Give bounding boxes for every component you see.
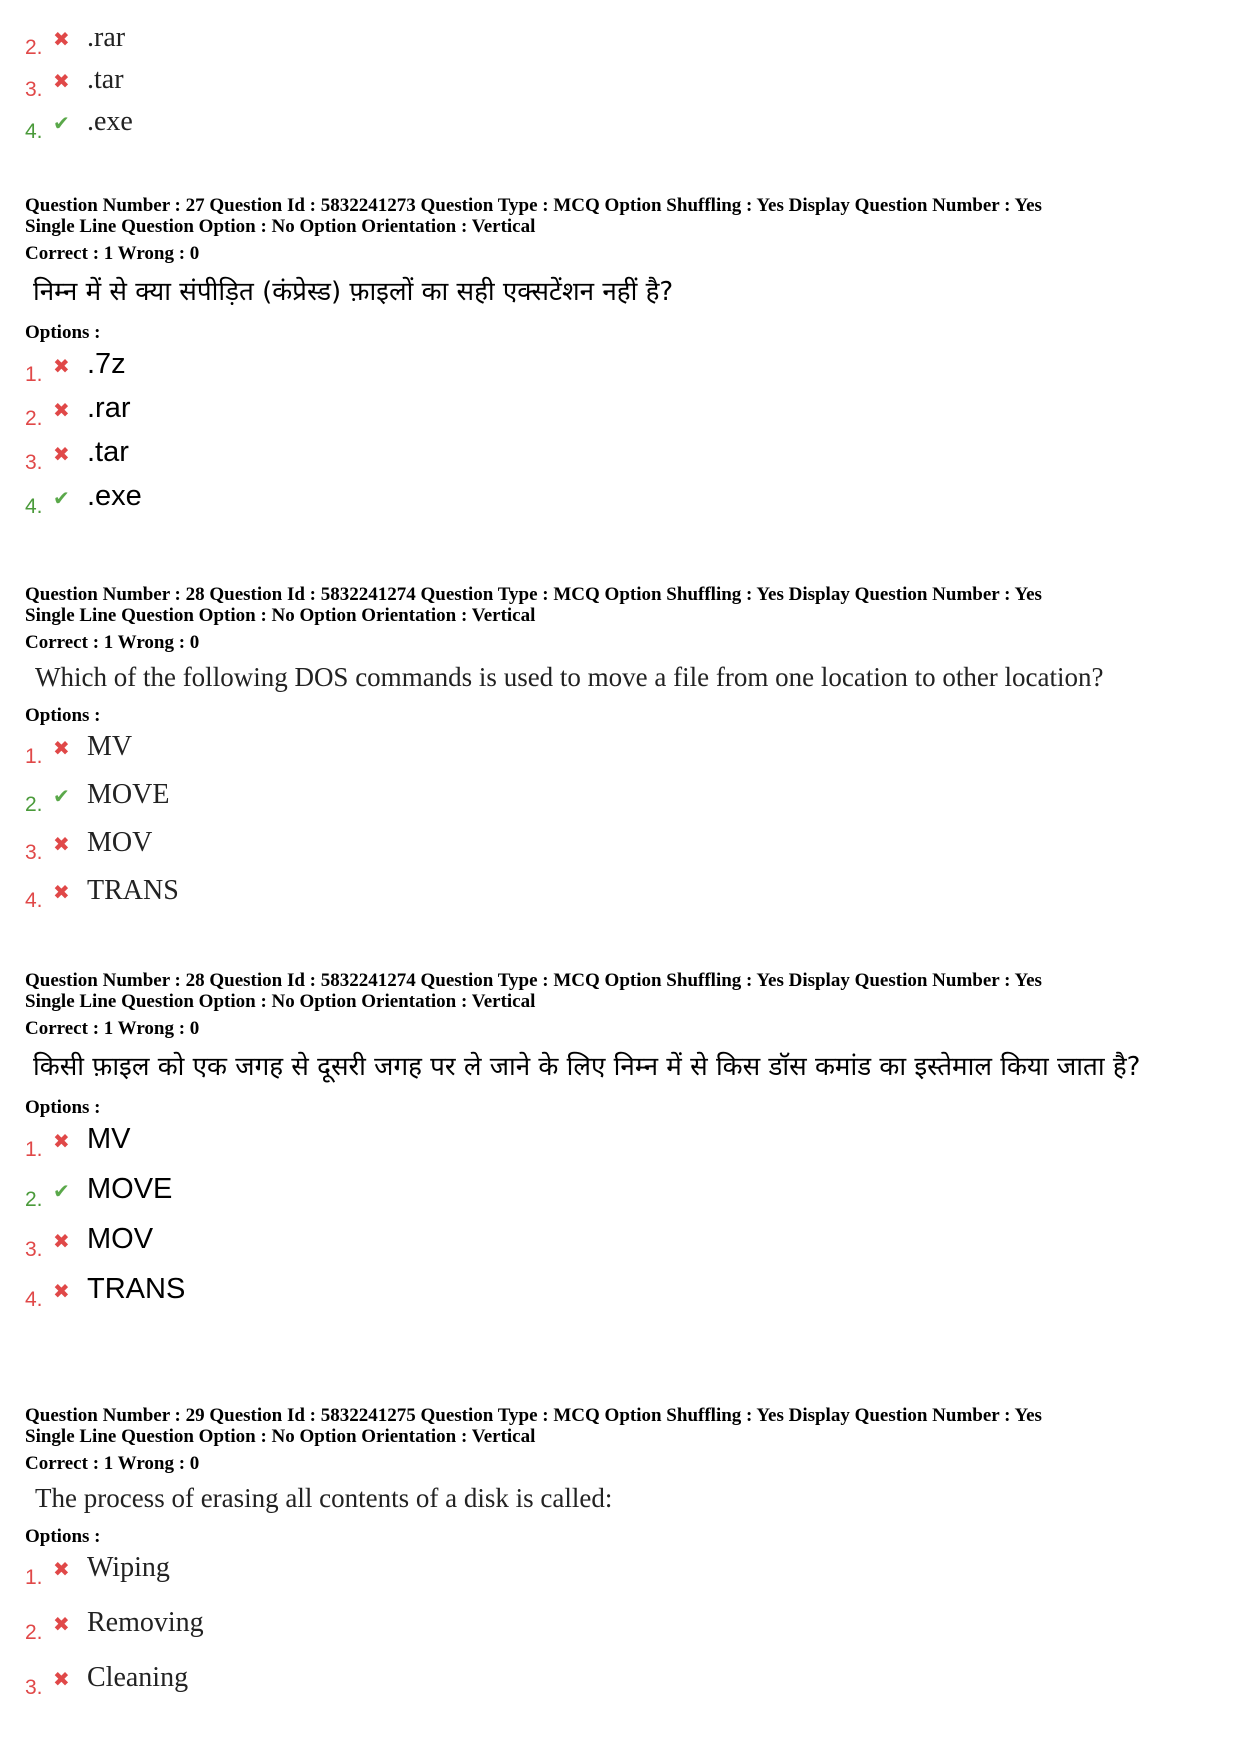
option-text: MV [87, 731, 133, 762]
option-row [25, 1607, 1215, 1662]
cross-icon: ✖ [53, 1279, 70, 1303]
question-text: Which of the following DOS commands is used to move a file from one location to other location? [35, 662, 1104, 692]
question-meta-options: Single Line Question Option : No Option Orientation : Vertical [25, 216, 536, 237]
option-text: MOVE [87, 779, 170, 810]
question-meta-options: Single Line Question Option : No Option Orientation : Vertical [25, 1426, 536, 1447]
option-row [25, 22, 1215, 64]
option-number: 2. [25, 407, 43, 430]
check-icon: ✔ [53, 784, 70, 808]
cross-icon: ✖ [53, 69, 70, 93]
option-text: MOVE [87, 1173, 173, 1205]
option-row [25, 875, 1215, 923]
option-text: .rar [87, 392, 131, 424]
option-number: 4. [25, 889, 43, 912]
option-text: .exe [87, 106, 133, 137]
cross-icon: ✖ [53, 880, 70, 904]
cross-icon: ✖ [53, 736, 70, 760]
option-number: 3. [25, 1676, 43, 1699]
cross-icon: ✖ [53, 832, 70, 856]
option-text: MV [87, 1123, 131, 1155]
question-block-28-hi [25, 970, 1215, 1323]
option-text: .exe [87, 480, 142, 512]
marks-info: Correct : 1 Wrong : 0 [25, 243, 200, 264]
cross-icon: ✖ [53, 354, 70, 378]
option-number: 3. [25, 841, 43, 864]
option-row [25, 1123, 1215, 1173]
question-text: निम्न में से क्या संपीड़ित (कंप्रेस्ड) फ़ाइलों का सही एक्सटेंशन नहीं है? [33, 277, 674, 307]
question-text: किसी फ़ाइल को एक जगह से दूसरी जगह पर ले जाने के लिए निम्न में से किस डॉस कमांड का इस्तेमाल किया जाता है? [33, 1052, 1141, 1082]
option-row [25, 1552, 1215, 1607]
marks-info: Correct : 1 Wrong : 0 [25, 1018, 200, 1039]
option-row [25, 1662, 1215, 1717]
option-row [25, 827, 1215, 875]
option-text: Wiping [87, 1552, 170, 1583]
cross-icon: ✖ [53, 442, 70, 466]
option-number: 4. [25, 1288, 43, 1311]
check-icon: ✔ [53, 1179, 70, 1203]
option-text: MOV [87, 827, 153, 858]
cross-icon: ✖ [53, 1557, 70, 1581]
option-row [25, 1223, 1215, 1273]
question-meta-options: Single Line Question Option : No Option Orientation : Vertical [25, 605, 536, 626]
option-number: 3. [25, 451, 43, 474]
question-block-29 [25, 1405, 1215, 1717]
option-row [25, 1173, 1215, 1223]
marks-info: Correct : 1 Wrong : 0 [25, 1453, 200, 1474]
options-label: Options : [25, 705, 101, 726]
question-meta: Question Number : 28 Question Id : 5832241274 Question Type : MCQ Option Shuffling : Yes Display Question Number : Yes [25, 970, 1042, 991]
option-row [25, 106, 1215, 148]
option-text: .7z [87, 348, 126, 380]
option-number: 1. [25, 1138, 43, 1161]
options-label: Options : [25, 1526, 101, 1547]
marks-info: Correct : 1 Wrong : 0 [25, 632, 200, 653]
cross-icon: ✖ [53, 1229, 70, 1253]
option-number: 4. [25, 495, 43, 518]
option-number: 3. [25, 78, 43, 101]
option-text: .rar [87, 22, 126, 53]
option-row [25, 436, 1215, 480]
option-row [25, 779, 1215, 827]
option-number: 2. [25, 36, 43, 59]
option-row [25, 64, 1215, 106]
cross-icon: ✖ [53, 1612, 70, 1636]
option-number: 4. [25, 120, 43, 143]
question-text: The process of erasing all contents of a disk is called: [35, 1483, 613, 1513]
cross-icon: ✖ [53, 27, 70, 51]
option-number: 2. [25, 793, 43, 816]
cross-icon: ✖ [53, 1129, 70, 1153]
option-text: TRANS [87, 875, 179, 906]
question-block-28-en [25, 584, 1215, 923]
option-text: Cleaning [87, 1662, 189, 1693]
option-number: 1. [25, 745, 43, 768]
question-meta: Question Number : 28 Question Id : 5832241274 Question Type : MCQ Option Shuffling : Yes Display Question Number : Yes [25, 584, 1042, 605]
option-text: Removing [87, 1607, 204, 1638]
option-number: 2. [25, 1621, 43, 1644]
option-number: 3. [25, 1238, 43, 1261]
option-number: 1. [25, 363, 43, 386]
check-icon: ✔ [53, 111, 70, 135]
option-number: 2. [25, 1188, 43, 1211]
question-meta: Question Number : 29 Question Id : 5832241275 Question Type : MCQ Option Shuffling : Yes Display Question Number : Yes [25, 1405, 1042, 1426]
option-text: MOV [87, 1223, 154, 1255]
option-row [25, 392, 1215, 436]
option-text: .tar [87, 64, 124, 95]
question-block-27 [25, 195, 1215, 524]
option-row [25, 480, 1215, 524]
options-label: Options : [25, 1097, 101, 1118]
previous-question-options [25, 22, 1215, 148]
cross-icon: ✖ [53, 1667, 70, 1691]
options-label: Options : [25, 322, 101, 343]
option-number: 1. [25, 1566, 43, 1589]
check-icon: ✔ [53, 486, 70, 510]
question-meta: Question Number : 27 Question Id : 5832241273 Question Type : MCQ Option Shuffling : Yes Display Question Number : Yes [25, 195, 1042, 216]
cross-icon: ✖ [53, 398, 70, 422]
option-row [25, 1273, 1215, 1323]
option-text: TRANS [87, 1273, 186, 1305]
option-row [25, 348, 1215, 392]
option-text: .tar [87, 436, 129, 468]
question-meta-options: Single Line Question Option : No Option Orientation : Vertical [25, 991, 536, 1012]
option-row [25, 731, 1215, 779]
